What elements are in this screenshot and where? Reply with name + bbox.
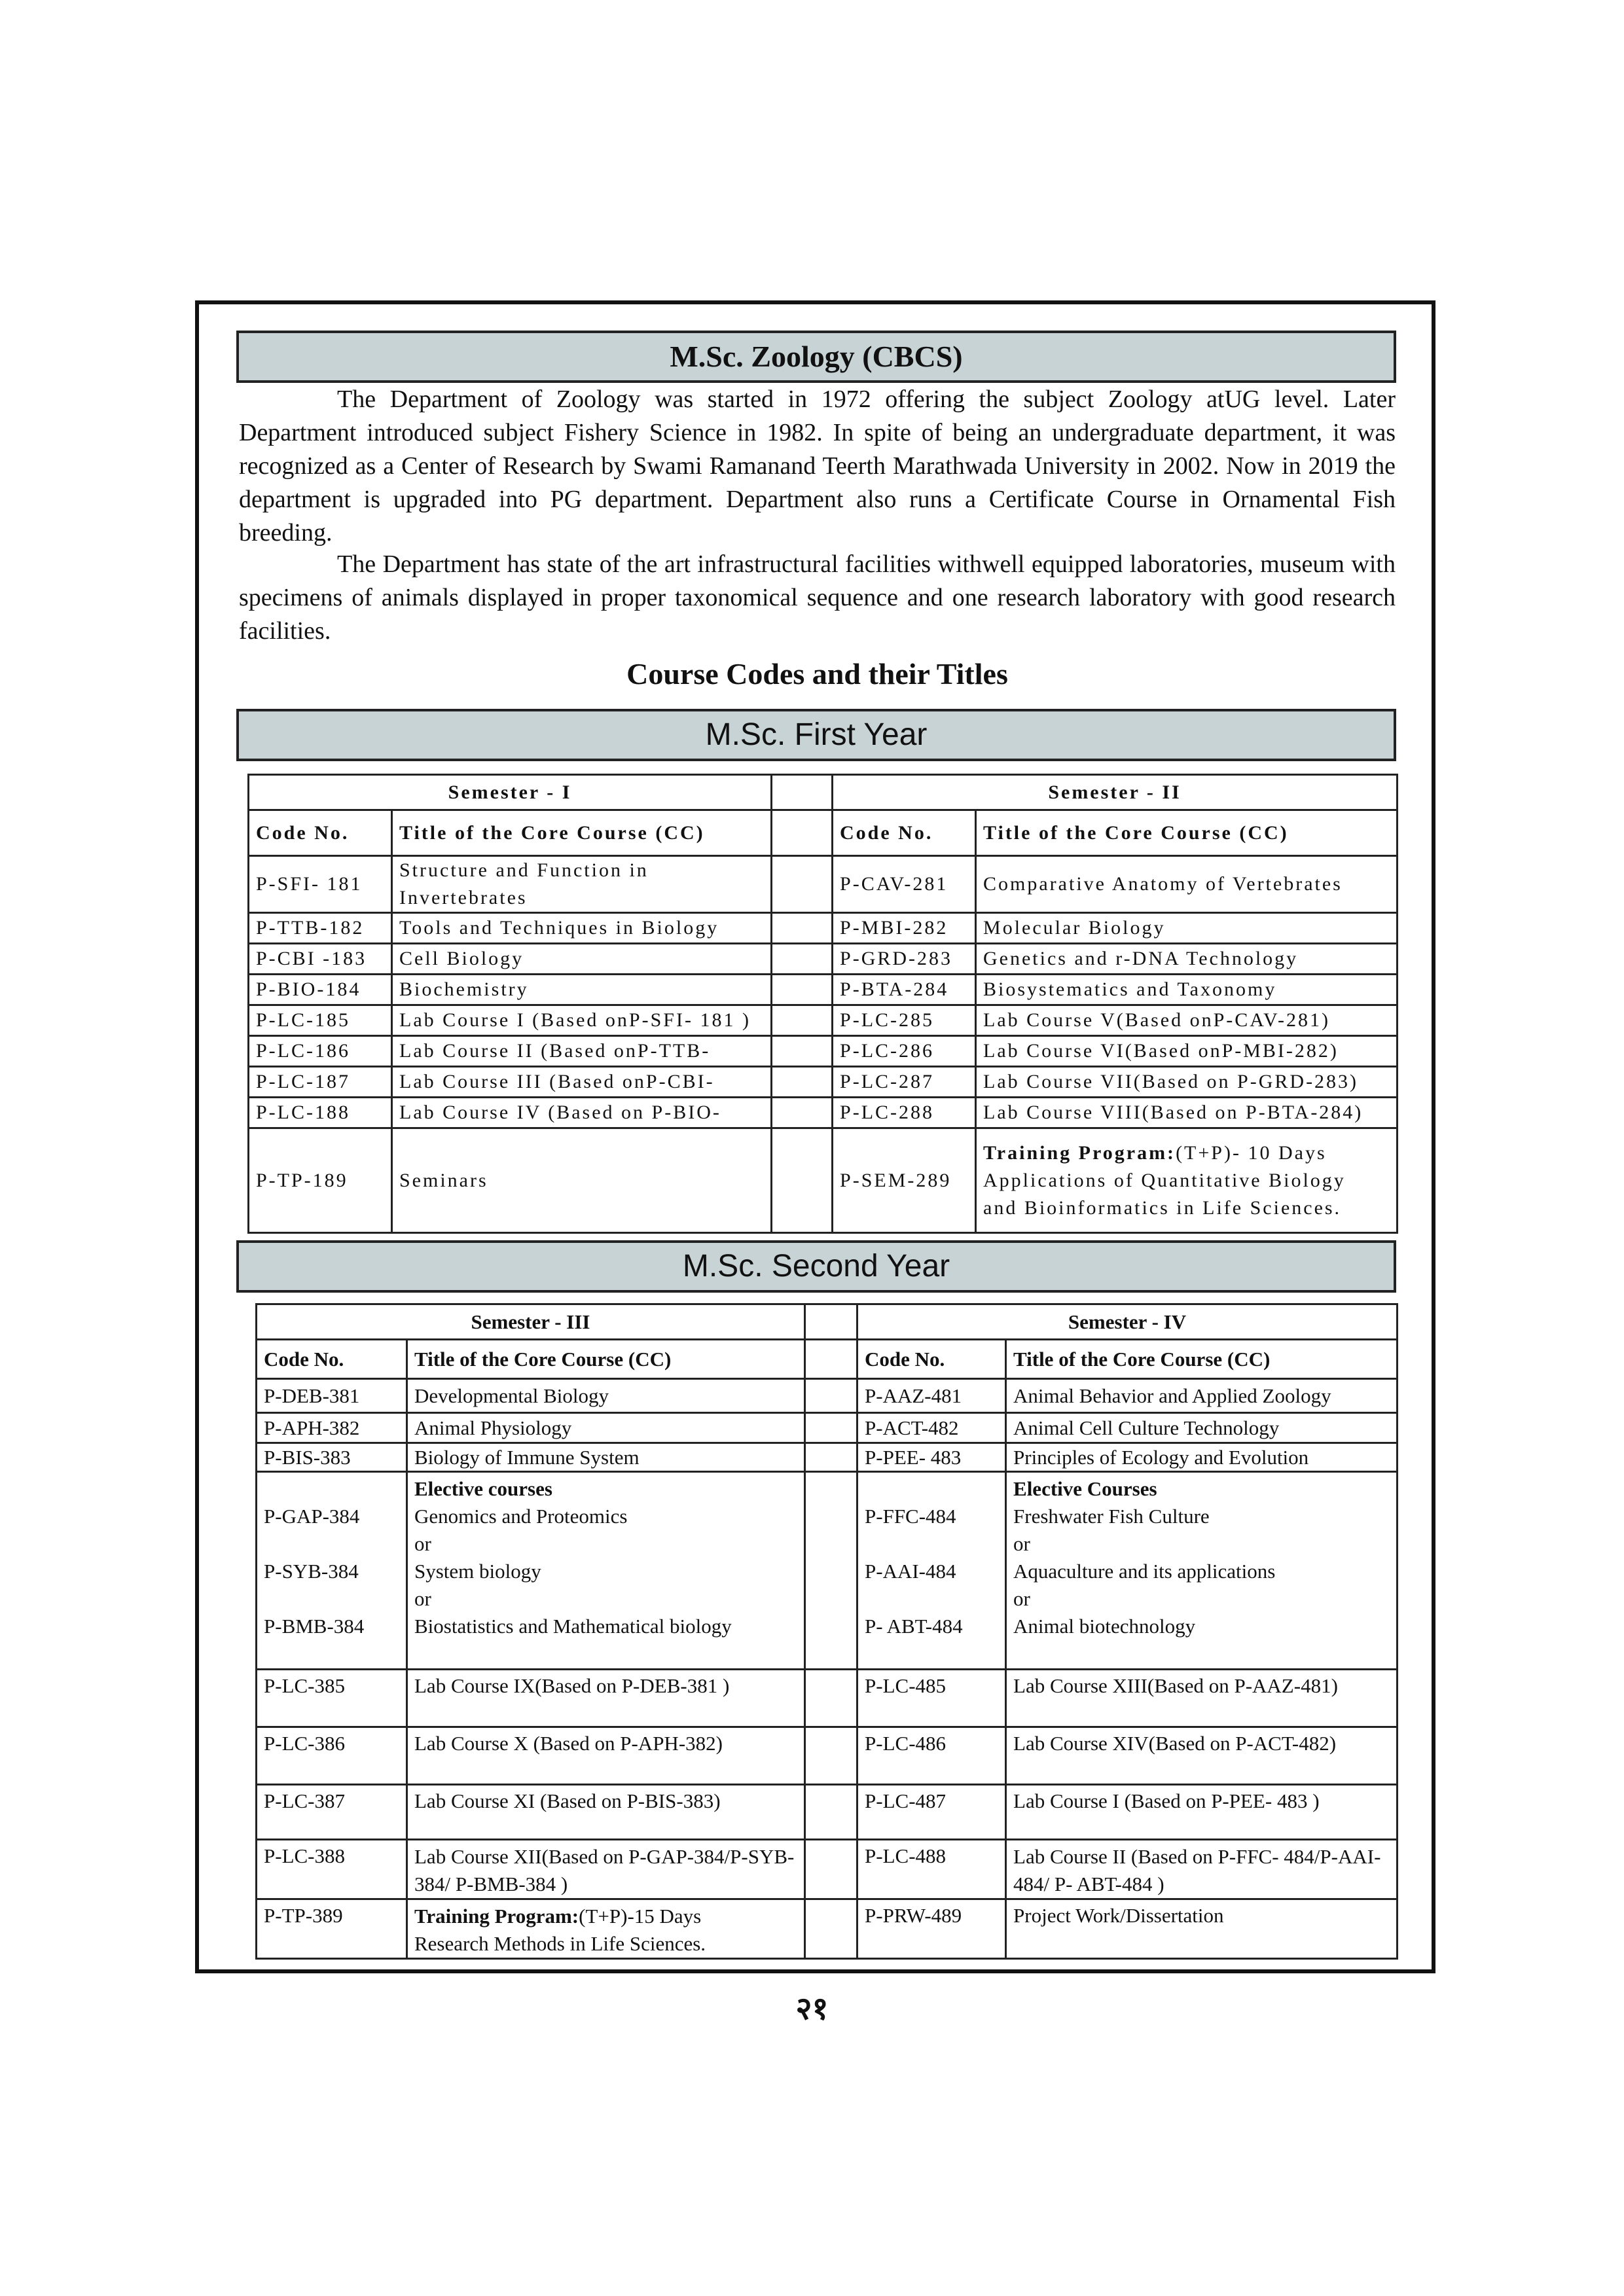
course-code: P-TP-389 xyxy=(257,1899,407,1959)
course-title: Biology of Immune System xyxy=(407,1443,805,1472)
course-title: Lab Course XI (Based on P-BIS-383) xyxy=(407,1785,805,1840)
course-code: P-MBI-282 xyxy=(833,913,976,944)
course-title: Genetics and r-DNA Technology xyxy=(976,944,1398,975)
course-code: P-PRW-489 xyxy=(857,1899,1006,1959)
course-code: P-SFI- 181 xyxy=(249,856,392,913)
title-header: Title of the Core Course (CC) xyxy=(1006,1340,1398,1379)
course-title: Cell Biology xyxy=(392,944,772,975)
course-code: P-LC-487 xyxy=(857,1785,1006,1840)
section-title: Course Codes and their Titles xyxy=(626,657,1008,691)
semester-3-label: Semester - III xyxy=(257,1304,805,1340)
course-code: P-BIS-383 xyxy=(257,1443,407,1472)
title-header: Title of the Core Course (CC) xyxy=(976,810,1398,856)
course-code: P-LC-386 xyxy=(257,1727,407,1785)
course-title: Lab Course III (Based onP-CBI- xyxy=(392,1067,772,1098)
course-code: P-BTA-284 xyxy=(833,975,976,1005)
second-year-banner: M.Sc. Second Year xyxy=(236,1240,1396,1293)
course-code: P-ACT-482 xyxy=(857,1413,1006,1443)
semester-1-label: Semester - I xyxy=(249,775,772,810)
course-code: P-LC-187 xyxy=(249,1067,392,1098)
course-title: Lab Course II (Based onP-TTB- xyxy=(392,1036,772,1067)
course-title: Lab Course XIII(Based on P-AAZ-481) xyxy=(1006,1670,1398,1727)
elective-row xyxy=(257,1472,1398,1670)
table-row xyxy=(249,913,1398,944)
table-row xyxy=(249,944,1398,975)
course-title: Seminars xyxy=(392,1128,772,1233)
course-code: P-LC-185 xyxy=(249,1005,392,1036)
title-header: Title of the Core Course (CC) xyxy=(407,1340,805,1379)
course-code: P-BIO-184 xyxy=(249,975,392,1005)
page-number: २१ xyxy=(795,1992,829,2026)
table-row xyxy=(249,1036,1398,1067)
facilities-paragraph: The Department has state of the art infrastructural facilities withwell equipped laboratories, museum with specimens of animals displayed in proper taxonomical sequence and one research laboratory with good research facilities. xyxy=(239,550,1396,645)
course-title: Training Program:(T+P)-15 Days Research Methods in Life Sciences. xyxy=(407,1899,805,1959)
page-title: M.Sc. Zoology (CBCS) xyxy=(236,331,1396,383)
course-code: P-LC-485 xyxy=(857,1670,1006,1727)
elective-codes: P-FFC-484 P-AAI-484 P- ABT-484 xyxy=(857,1472,1006,1670)
course-title: Developmental Biology xyxy=(407,1379,805,1413)
table-row xyxy=(249,1067,1398,1098)
first-year-table xyxy=(247,774,1398,1234)
course-title: Animal Behavior and Applied Zoology xyxy=(1006,1379,1398,1413)
table-row xyxy=(257,1840,1398,1899)
code-header: Code No. xyxy=(257,1340,407,1379)
course-code: P-DEB-381 xyxy=(257,1379,407,1413)
course-code: P-APH-382 xyxy=(257,1413,407,1443)
course-title: Biochemistry xyxy=(392,975,772,1005)
course-title: Lab Course X (Based on P-APH-382) xyxy=(407,1727,805,1785)
course-code: P-LC-186 xyxy=(249,1036,392,1067)
table-row xyxy=(249,1005,1398,1036)
table-row xyxy=(249,1128,1398,1233)
table-row xyxy=(257,1899,1398,1959)
course-code: P-GRD-283 xyxy=(833,944,976,975)
table-row xyxy=(257,1379,1398,1413)
course-title: Project Work/Dissertation xyxy=(1006,1899,1398,1959)
course-title: Molecular Biology xyxy=(976,913,1398,944)
course-title: Lab Course VIII(Based on P-BTA-284) xyxy=(976,1098,1398,1128)
course-code: P-SEM-289 xyxy=(833,1128,976,1233)
course-title: Lab Course I (Based onP-SFI- 181 ) xyxy=(392,1005,772,1036)
course-code: P-LC-285 xyxy=(833,1005,976,1036)
code-header: Code No. xyxy=(833,810,976,856)
table-row xyxy=(249,1098,1398,1128)
course-code: P-AAZ-481 xyxy=(857,1379,1006,1413)
course-title: Lab Course I (Based on P-PEE- 483 ) xyxy=(1006,1785,1398,1840)
course-code: P-LC-286 xyxy=(833,1036,976,1067)
code-header: Code No. xyxy=(249,810,392,856)
course-title: Structure and Function in Invertebrates xyxy=(392,856,772,913)
course-code: P-CAV-281 xyxy=(833,856,976,913)
course-code: P-LC-288 xyxy=(833,1098,976,1128)
semester-2-label: Semester - II xyxy=(833,775,1398,810)
table-row xyxy=(257,1413,1398,1443)
course-title: Lab Course II (Based on P-FFC- 484/P-AAI-484/ P- ABT-484 ) xyxy=(1006,1840,1398,1899)
elective-titles: Elective Courses Freshwater Fish Culture or Aquaculture and its applications or Animal biotechnology xyxy=(1006,1472,1398,1670)
course-title: Biosystematics and Taxonomy xyxy=(976,975,1398,1005)
course-title: Lab Course IV (Based on P-BIO- xyxy=(392,1098,772,1128)
course-title: Training Program:(T+P)- 10 Days Applications of Quantitative Biology and Bioinformatics in Life Sciences. xyxy=(976,1128,1398,1233)
course-code: P-PEE- 483 xyxy=(857,1443,1006,1472)
table-row xyxy=(257,1443,1398,1472)
course-title: Animal Physiology xyxy=(407,1413,805,1443)
intro-paragraph: The Department of Zoology was started in 1972 offering the subject Zoology atUG level. Later Department introduced subject Fishery Science in 1982. In spite of being an undergraduate department, it was recognized as a Center of Research by Swami Ramanand Teerth Marathwada University in 2002. Now in 2019 the department is upgraded into PG department. Department also runs a Certificate Course in Ornamental Fish breeding. xyxy=(239,386,1396,547)
course-title: Lab Course V(Based onP-CAV-281) xyxy=(976,1005,1398,1036)
second-year-table xyxy=(255,1303,1398,1960)
title-header: Title of the Core Course (CC) xyxy=(392,810,772,856)
course-title: Animal Cell Culture Technology xyxy=(1006,1413,1398,1443)
table-row xyxy=(257,1727,1398,1785)
table-row xyxy=(257,1785,1398,1840)
course-code: P-CBI -183 xyxy=(249,944,392,975)
course-code: P-LC-385 xyxy=(257,1670,407,1727)
course-title: Tools and Techniques in Biology xyxy=(392,913,772,944)
table-row xyxy=(249,856,1398,913)
code-header: Code No. xyxy=(857,1340,1006,1379)
course-title: Lab Course VI(Based onP-MBI-282) xyxy=(976,1036,1398,1067)
course-code: P-LC-287 xyxy=(833,1067,976,1098)
course-code: P-LC-486 xyxy=(857,1727,1006,1785)
course-title: Comparative Anatomy of Vertebrates xyxy=(976,856,1398,913)
elective-codes: P-GAP-384 P-SYB-384 P-BMB-384 xyxy=(257,1472,407,1670)
course-code: P-TTB-182 xyxy=(249,913,392,944)
course-title: Lab Course XII(Based on P-GAP-384/P-SYB-384/ P-BMB-384 ) xyxy=(407,1840,805,1899)
course-code: P-LC-387 xyxy=(257,1785,407,1840)
course-code: P-LC-188 xyxy=(249,1098,392,1128)
course-code: P-LC-488 xyxy=(857,1840,1006,1899)
course-title: Principles of Ecology and Evolution xyxy=(1006,1443,1398,1472)
table-row xyxy=(257,1670,1398,1727)
course-code: P-LC-388 xyxy=(257,1840,407,1899)
elective-titles: Elective courses Genomics and Proteomics or System biology or Biostatistics and Mathematical biology xyxy=(407,1472,805,1670)
course-title: Lab Course XIV(Based on P-ACT-482) xyxy=(1006,1727,1398,1785)
course-code: P-TP-189 xyxy=(249,1128,392,1233)
table-row xyxy=(249,975,1398,1005)
course-title: Lab Course IX(Based on P-DEB-381 ) xyxy=(407,1670,805,1727)
first-year-banner: M.Sc. First Year xyxy=(236,709,1396,761)
semester-4-label: Semester - IV xyxy=(857,1304,1398,1340)
course-title: Lab Course VII(Based on P-GRD-283) xyxy=(976,1067,1398,1098)
